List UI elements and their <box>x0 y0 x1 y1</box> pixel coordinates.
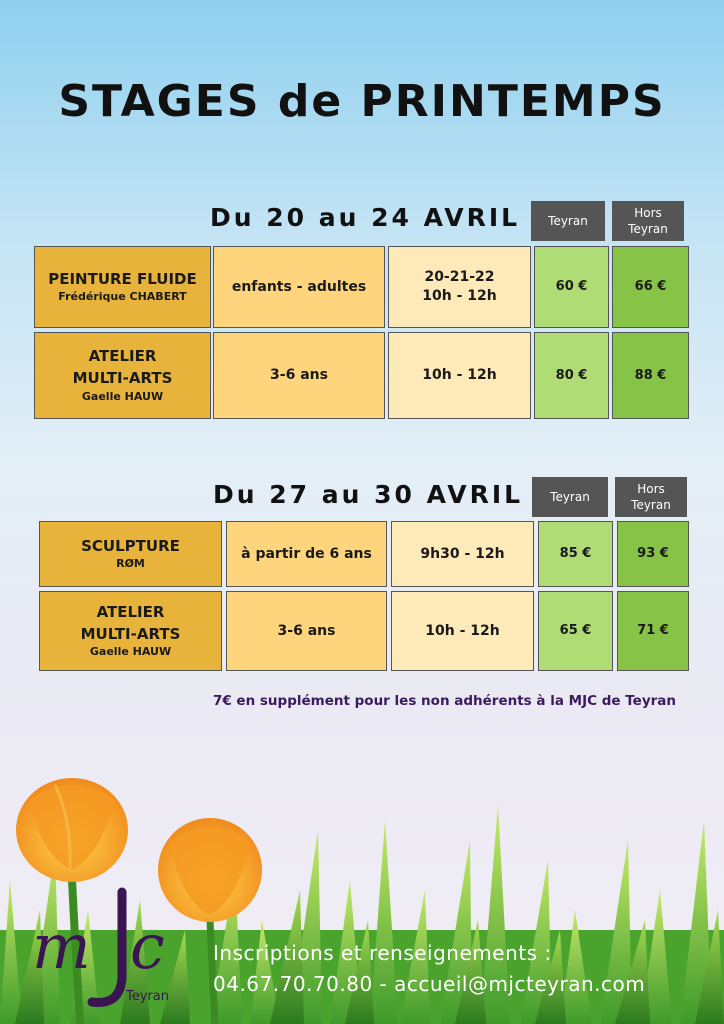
column-header-teyran-label: Teyran <box>548 213 588 228</box>
workshop-public: 3-6 ans <box>277 622 336 639</box>
membership-note: 7€ en supplément pour les non adhérents à la MJC de Teyran <box>212 693 676 709</box>
price-hors-teyran-cell <box>612 246 689 328</box>
workshop-name-cell <box>34 332 211 419</box>
price-teyran-cell <box>534 332 609 419</box>
price-hors-teyran-cell <box>612 332 689 419</box>
workshop-public: enfants - adultes <box>231 278 367 295</box>
column-header-hors-label: Hors <box>637 481 665 496</box>
contact-heading: Inscriptions et renseignements : <box>213 941 552 965</box>
workshop-public-cell <box>226 521 387 587</box>
mjc-logo <box>30 880 190 1010</box>
workshop-public: 3-6 ans <box>270 367 328 384</box>
column-header-teyran-label: Teyran <box>550 489 590 504</box>
workshop-hours: 10h - 12h <box>425 622 500 639</box>
price-teyran-cell <box>538 521 613 587</box>
price-teyran: 85 € <box>559 546 592 562</box>
workshop-days: 20-21-22 <box>424 269 495 286</box>
contact-block <box>213 938 645 1000</box>
svg-text:m: m <box>32 910 91 983</box>
workshop-public-cell <box>213 246 385 328</box>
workshop-teacher: RØM <box>116 557 145 571</box>
price-teyran-cell <box>538 591 613 671</box>
workshop-teacher: Frédérique CHABERT <box>58 290 187 304</box>
column-header-teyran <box>531 201 605 241</box>
workshop-schedule-cell <box>391 521 534 587</box>
price-hors-teyran: 88 € <box>634 367 667 383</box>
workshop-teacher: Gaelle HAUW <box>89 645 172 659</box>
price-teyran: 80 € <box>555 367 588 383</box>
logo-city: Teyran <box>126 989 169 1004</box>
column-header-hors-label: Hors <box>634 205 662 220</box>
column-header-teyran <box>532 477 608 517</box>
workshop-name: ATELIER <box>88 347 157 366</box>
price-teyran-cell <box>534 246 609 328</box>
contact-details: 04.67.70.70.80 - accueil@mjcteyran.com <box>213 972 646 996</box>
workshop-schedule-cell <box>388 246 531 328</box>
price-hors-teyran-cell <box>617 521 689 587</box>
column-header-teyran2-label: Teyran <box>631 498 671 512</box>
column-header-teyran2-label: Teyran <box>628 222 668 236</box>
workshop-name-line2: MULTI-ARTS <box>72 369 173 388</box>
svg-text:c: c <box>130 910 165 983</box>
workshop-hours: 9h30 - 12h <box>420 545 505 562</box>
workshop-schedule-cell <box>388 332 531 419</box>
price-hors-teyran: 93 € <box>637 546 669 562</box>
workshop-name: SCULPTURE <box>81 536 180 555</box>
workshop-name: ATELIER <box>96 602 165 621</box>
workshop-public-cell <box>213 332 385 419</box>
price-hors-teyran: 71 € <box>637 623 669 639</box>
workshop-public-cell <box>226 591 387 671</box>
workshop-hours: 10h - 12h <box>422 367 497 384</box>
workshop-name-line2: MULTI-ARTS <box>80 624 181 643</box>
tulip-1 <box>16 778 128 882</box>
column-header-hors-teyran <box>615 477 687 517</box>
workshop-schedule-cell <box>391 591 534 671</box>
workshop-name-cell <box>39 521 222 587</box>
workshop-hours: 10h - 12h <box>422 288 497 304</box>
period2-heading: Du 27 au 30 AVRIL <box>213 480 524 509</box>
column-header-hors-teyran <box>612 201 684 241</box>
price-teyran: 60 € <box>555 279 588 295</box>
workshop-name-cell <box>34 246 211 328</box>
workshop-public: à partir de 6 ans <box>241 545 372 562</box>
workshop-name: PEINTURE FLUIDE <box>48 269 197 288</box>
price-teyran: 65 € <box>559 623 592 639</box>
period1-heading: Du 20 au 24 AVRIL <box>210 203 521 232</box>
price-hors-teyran: 66 € <box>634 279 667 295</box>
workshop-name-cell <box>39 591 222 671</box>
price-hors-teyran-cell <box>617 591 689 671</box>
page-title: STAGES de PRINTEMPS <box>58 76 666 127</box>
workshop-teacher: Gaelle HAUW <box>81 389 164 403</box>
